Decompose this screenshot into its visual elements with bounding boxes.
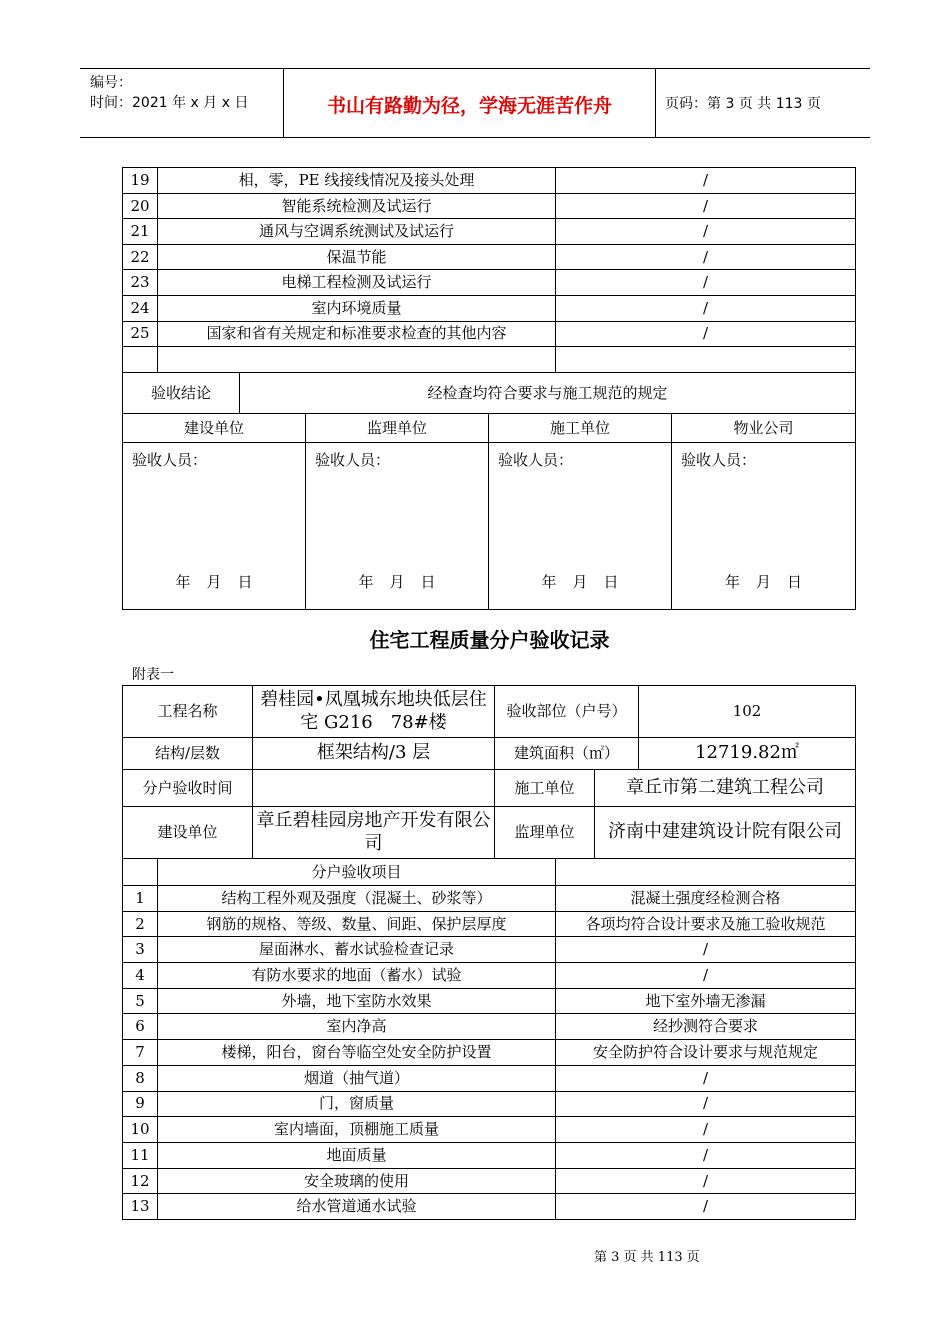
table-row [123,911,856,937]
header-page-number: 页码：第 3 页 共 113 页 [665,96,821,112]
row-result: / [556,1142,856,1168]
table-row [123,1091,856,1117]
table-row [123,244,856,270]
row-result: 安全防护符合设计要求与规范规定 [556,1040,856,1066]
table-row [123,1194,856,1220]
blank-cell [123,347,158,373]
owner-value: 章丘碧桂园房地产开发有限公司 [253,807,495,859]
row-item: 门，窗质量 [158,1091,556,1117]
row-result: / [556,963,856,989]
area-label: 建筑面积（㎡） [495,738,639,770]
project-name: 碧桂园•凤凰城东地块低层住宅 G216 78#楼 [253,686,495,738]
table-row [123,1117,856,1143]
conclusion-label: 验收结论 [123,373,240,414]
row-result: / [556,1168,856,1194]
table-row [123,1065,856,1091]
row-number: 19 [123,168,158,194]
row-result: / [556,1194,856,1220]
row-result: 各项均符合设计要求及施工验收规范 [556,911,856,937]
row-item: 有防水要求的地面（蓄水）试验 [158,963,556,989]
row-item: 地面质量 [158,1142,556,1168]
header-divider [655,69,656,137]
area-value: 12719.82㎡ [639,738,856,770]
row-item: 给水管道通水试验 [158,1194,556,1220]
conclusion-table [122,372,856,414]
row-result: / [556,1065,856,1091]
form-title: 住宅工程质量分户验收记录 [369,628,610,652]
row-number: 3 [123,937,158,963]
time-label: 分户验收时间 [123,770,253,807]
row-result: / [556,219,856,245]
table-row [123,270,856,296]
builder-label: 施工单位 [495,770,595,807]
row-result: / [556,168,856,194]
row-result: / [556,1091,856,1117]
row-result: / [556,270,856,296]
owner-label: 建设单位 [123,807,253,859]
row-number: 2 [123,911,158,937]
row-item: 楼梯，阳台，窗台等临空处安全防护设置 [158,1040,556,1066]
row-number: 7 [123,1040,158,1066]
row-result: / [556,1117,856,1143]
row-item: 结构工程外观及强度（混凝土、砂浆等） [158,886,556,912]
table-row [123,1040,856,1066]
table-row [123,886,856,912]
row-item: 烟道（抽气道） [158,1065,556,1091]
table-row [123,193,856,219]
row-item: 智能系统检测及试运行 [158,193,556,219]
row-item: 钢筋的规格、等级、数量、间距、保护层厚度 [158,911,556,937]
table-row [123,1014,856,1040]
inspector-label: 验收人员： [498,451,574,469]
inspector-label: 验收人员： [132,451,208,469]
table-row [123,321,856,347]
structure-value: 框架结构/3 层 [253,738,495,770]
inspection-items-table [122,858,856,1220]
signature-cell [123,443,306,610]
row-item: 室内墙面，顶棚施工质量 [158,1117,556,1143]
blank-row [123,347,856,373]
items-header: 分户验收项目 [158,859,556,886]
row-item: 室内环境质量 [158,295,556,321]
sign-date: 年 月 日 [724,573,803,591]
row-result: 混凝土强度经检测合格 [556,886,856,912]
row-number: 11 [123,1142,158,1168]
signature-cell [489,443,672,610]
page-footer: 第 3 页 共 113 页 [594,1250,700,1265]
row-item: 安全玻璃的使用 [158,1168,556,1194]
builder-value: 章丘市第二建筑工程公司 [595,770,856,807]
table-row [123,937,856,963]
unit-owner-header: 建设单位 [123,414,306,443]
table-row [123,219,856,245]
sign-date: 年 月 日 [541,573,619,591]
row-number: 13 [123,1194,158,1220]
items-header-spacer [123,859,158,886]
row-number: 24 [123,295,158,321]
row-result: 地下室外墙无渗漏 [556,988,856,1014]
signature-cell [672,443,856,610]
table-row [123,168,856,194]
row-number: 10 [123,1117,158,1143]
page-header [80,68,870,138]
conclusion-text: 经检查均符合要求与施工规范的规定 [240,373,856,414]
signature-cell [306,443,489,610]
row-result: / [556,193,856,219]
row-number: 22 [123,244,158,270]
row-item: 外墙，地下室防水效果 [158,988,556,1014]
inspector-label: 验收人员： [315,451,391,469]
supervisor-label: 监理单位 [495,807,595,859]
blank-cell [556,347,856,373]
appendix-label: 附表一 [132,667,174,683]
part-value: 102 [639,686,856,738]
checklist-continued-table [122,167,856,373]
unit-builder-header: 施工单位 [489,414,672,443]
code-label: 编号： [90,75,132,91]
row-result: / [556,244,856,270]
inspector-label: 验收人员： [681,451,757,469]
table-row [123,1142,856,1168]
unit-property-header: 物业公司 [672,414,856,443]
row-result: / [556,295,856,321]
signature-table [122,413,856,610]
row-number: 6 [123,1014,158,1040]
row-item: 相，零，PE 线接线情况及接头处理 [158,168,556,194]
row-item: 国家和省有关规定和标准要求检查的其他内容 [158,321,556,347]
row-number: 8 [123,1065,158,1091]
row-item: 保温节能 [158,244,556,270]
sign-date: 年 月 日 [175,573,253,591]
row-number: 4 [123,963,158,989]
row-item: 电梯工程检测及试运行 [158,270,556,296]
supervisor-value: 济南中建建筑设计院有限公司 [595,807,856,859]
project-info-table [122,685,856,859]
row-number: 9 [123,1091,158,1117]
row-result: / [556,321,856,347]
row-number: 21 [123,219,158,245]
row-number: 23 [123,270,158,296]
time-value [253,770,495,807]
row-number: 25 [123,321,158,347]
unit-supervisor-header: 监理单位 [306,414,489,443]
header-meta [90,73,248,113]
row-number: 20 [123,193,158,219]
date-label: 时间：2021 年 x 月 x 日 [90,95,249,111]
sign-date: 年 月 日 [358,573,436,591]
row-item: 屋面淋水、蓄水试验检查记录 [158,937,556,963]
row-item: 通风与空调系统测试及试运行 [158,219,556,245]
table-row [123,295,856,321]
row-result: 经抄测符合要求 [556,1014,856,1040]
header-motto: 书山有路勤为径，学海无涯苦作舟 [326,95,612,117]
table-row [123,1168,856,1194]
row-number: 1 [123,886,158,912]
row-number: 12 [123,1168,158,1194]
table-row [123,963,856,989]
project-name-label: 工程名称 [123,686,253,738]
structure-label: 结构/层数 [123,738,253,770]
row-number: 5 [123,988,158,1014]
row-item: 室内净高 [158,1014,556,1040]
row-result: / [556,937,856,963]
blank-cell [158,347,556,373]
table-row [123,988,856,1014]
items-header-result [556,859,856,886]
part-label: 验收部位（户号） [495,686,639,738]
